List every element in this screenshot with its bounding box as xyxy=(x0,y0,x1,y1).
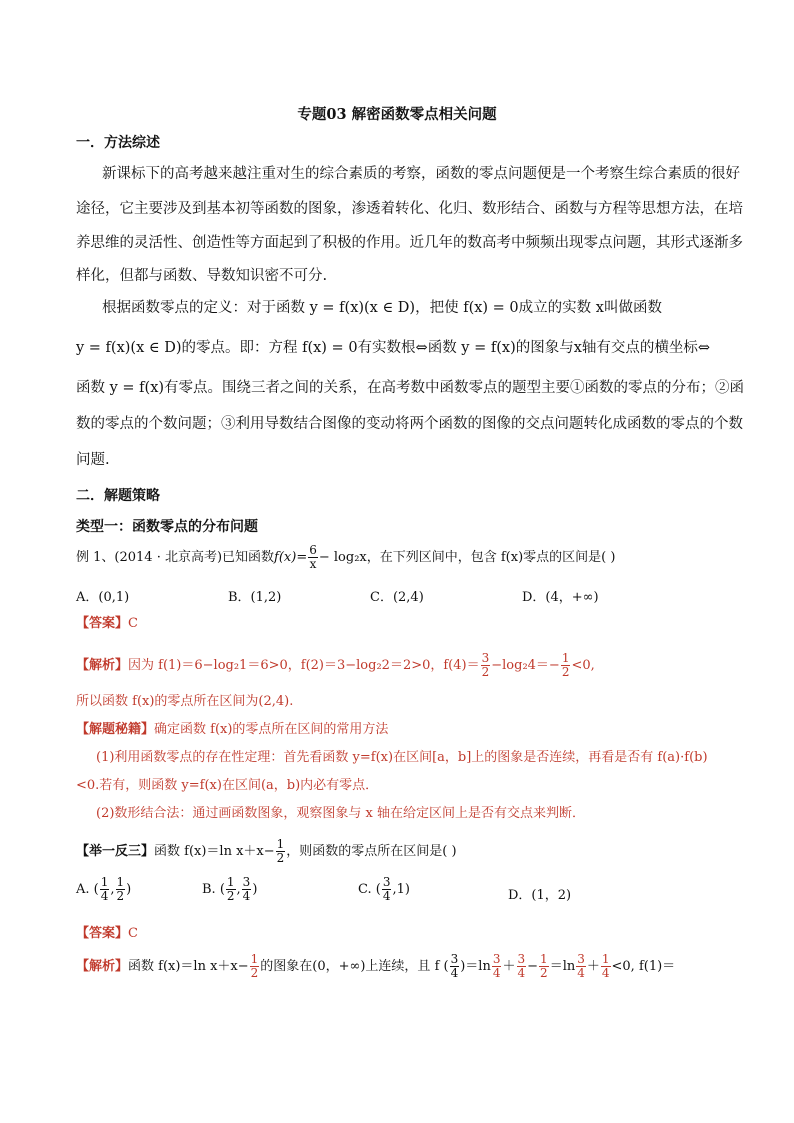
example1-fx: f(x)= xyxy=(274,550,308,565)
para1-line2: 途径，它主要涉及到基本初等函数的图象，渗透着转化、化归、数形结合、函数与方程等思想方法，在培 xyxy=(76,201,743,217)
fraction-denominator: 4 xyxy=(242,889,251,903)
analysis-fraction xyxy=(576,953,586,980)
para2-line4: 数的零点的个数问题；③利用导数结合图像的变动将两个函数的图像的交点问题转化成函数的零点的个数 xyxy=(76,416,743,432)
example1-fraction xyxy=(308,544,318,571)
page-title: 专题03 解密函数零点相关问题 xyxy=(297,106,497,123)
example1-secret xyxy=(76,718,388,737)
fraction-denominator: 4 xyxy=(492,966,501,980)
fraction-denominator: x xyxy=(309,557,317,571)
method2-line: (2)数形结合法：通过画函数图象，观察图象与 x 轴在给定区间上是否有交点来判断． xyxy=(96,806,586,821)
option-prefix: A. ( xyxy=(76,882,99,897)
fraction-denominator: 2 xyxy=(276,851,285,865)
example2-fraction xyxy=(276,838,286,865)
analysis-mid: −log₂4＝− xyxy=(491,658,560,673)
example1-rest: − log₂x，在下列区间中，包含 f(x)零点的区间是( ) xyxy=(318,550,616,565)
type1-heading: 类型一：函数零点的分布问题 xyxy=(76,519,258,535)
para1-line1: 新课标下的高考越来越注重对生的综合素质的考察，函数的零点问题便是一个考察生综合素质的很好 xyxy=(102,166,740,182)
fraction-numerator: 3 xyxy=(492,952,501,966)
fraction-denominator: 2 xyxy=(116,889,125,903)
fraction-numerator: 1 xyxy=(226,875,235,889)
example2-option-d: D．(1，2) xyxy=(508,888,572,903)
example2-text-a: 函数 f(x)＝ln x＋x− xyxy=(154,844,275,859)
fraction-denominator: 2 xyxy=(481,665,490,679)
fraction-denominator: 2 xyxy=(250,966,259,980)
para2-line2: y = f(x)(x ∈ D)的零点。即：方程 f(x) = 0有实数根⇔函数 y = f(x)的图象与x轴有交点的横坐标⇔ xyxy=(76,340,711,356)
secret-label: 【解题秘籍】 xyxy=(76,722,155,737)
fraction-numerator: 3 xyxy=(382,875,391,889)
fraction-denominator: 4 xyxy=(100,889,109,903)
fraction-denominator: 4 xyxy=(382,889,391,903)
fraction-denominator: 4 xyxy=(450,966,459,980)
fraction-denominator: 2 xyxy=(540,966,548,980)
para2-line3: 函数 y = f(x)有零点。围绕三者之间的关系，在高考数中函数零点的题型主要①函数的零点的分布；②函 xyxy=(76,380,745,396)
example2-option-a: A. ( $\frac{1}{4}$ , $\frac{1}{2}$ ) xyxy=(76,875,132,903)
analysis-fraction xyxy=(539,953,549,980)
analysis-label: 【解析】 xyxy=(76,658,129,673)
example1-option-b: B．(1,2) xyxy=(228,590,282,605)
option-fraction xyxy=(382,876,392,903)
example2-option-b: B. ( $\frac{1}{2}$ , $\frac{3}{4}$ ) xyxy=(202,875,258,903)
secret-text: 确定函数 f(x)的零点所在区间的常用方法 xyxy=(154,722,389,737)
option-prefix: B. ( xyxy=(202,882,225,897)
method1-line1: (1)利用函数零点的存在性定理：首先看函数 y=f(x)在区间[a，b]上的图象是否连续，再看是否有 f(a)·f(b) xyxy=(96,750,708,765)
option-fraction xyxy=(226,876,236,903)
example2-analysis: 【解析】函数 f(x)＝ln x＋x− $\frac{1}{2}$ 的图象在(0，+∞)上连续，且 f ( $\frac{3}{4}$ )＝ln $\frac{3}{4}$ ＋ $\frac{3}{4}$ − $\frac{1}{2}$ ＝ln $\frac{3}{4}$ ＋ $\frac{1}{4}$ <0, f(1)＝ xyxy=(76,952,676,980)
section-heading-methods: 一．方法综述 xyxy=(76,135,160,151)
fraction-numerator: 6 xyxy=(309,543,317,557)
para2-line5: 问题. xyxy=(76,452,110,468)
fraction-numerator: 1 xyxy=(100,875,109,889)
analysis-line1: 因为 f(1)＝6−log₂1＝6>0，f(2)＝3−log₂2＝2>0，f(4)＝ xyxy=(128,658,480,673)
analysis-a: 函数 f(x)＝ln x＋x− xyxy=(128,959,249,974)
option-fraction xyxy=(242,876,252,903)
option-prefix: C. ( xyxy=(358,882,381,897)
analysis-fraction xyxy=(492,953,502,980)
para2-line1: 根据函数零点的定义：对于函数 y = f(x)(x ∈ D)，把使 f(x) = 0成立的实数 x叫做函数 xyxy=(102,300,662,316)
example1-question xyxy=(76,544,615,571)
fraction-numerator: 3 xyxy=(450,952,459,966)
example1-option-d: D．(4，+∞) xyxy=(522,590,599,605)
fraction-denominator: 2 xyxy=(226,889,235,903)
answer-label: 【答案】 xyxy=(76,926,129,941)
example2-answer xyxy=(76,922,138,941)
section-heading-strategies: 二．解题策略 xyxy=(76,488,160,504)
example1-option-c: C．(2,4) xyxy=(370,590,424,605)
analysis-b: 的图象在(0，+∞)上连续，且 f ( xyxy=(260,959,449,974)
example2-option-c xyxy=(358,876,410,903)
analysis-end: <0, xyxy=(571,658,595,673)
method1-line2: <0.若有，则函数 y=f(x)在区间(a，b)内必有零点． xyxy=(76,778,379,793)
example1-option-a: A．(0,1) xyxy=(76,590,130,605)
fraction-denominator: 4 xyxy=(577,966,585,980)
analysis-c: )＝ln xyxy=(460,959,491,974)
fraction-denominator: 4 xyxy=(517,966,526,980)
fraction-numerator: 3 xyxy=(517,952,526,966)
fraction-numerator: 1 xyxy=(276,837,285,851)
fraction-numerator: 1 xyxy=(116,875,125,889)
example2-label: 【举一反三】 xyxy=(76,844,155,859)
analysis-fraction xyxy=(517,953,527,980)
fraction-denominator: 4 xyxy=(601,966,610,980)
option-fraction xyxy=(116,876,126,903)
answer-label: 【答案】 xyxy=(76,616,129,631)
analysis-d: <0, f(1)＝ xyxy=(611,959,676,974)
fraction-numerator: 1 xyxy=(250,952,259,966)
option-suffix: ,1) xyxy=(392,882,410,897)
example1-analysis xyxy=(76,652,595,679)
analysis-label: 【解析】 xyxy=(76,959,129,974)
fraction-numerator: 1 xyxy=(601,952,610,966)
analysis-fraction xyxy=(601,953,611,980)
analysis-fraction xyxy=(250,953,260,980)
para1-line4: 样化，但都与函数、导数知识密不可分. xyxy=(76,268,328,284)
analysis-fraction-1-2 xyxy=(561,652,571,679)
example1-answer xyxy=(76,612,138,631)
fraction-numerator: 3 xyxy=(577,952,585,966)
fraction-numerator: 3 xyxy=(481,651,490,665)
para1-line3: 养思维的灵活性、创造性等方面起到了积极的作用。近几年的数高考中频频出现零点问题，其形式逐渐多 xyxy=(76,235,743,251)
fraction-numerator: 3 xyxy=(242,875,251,889)
fraction-numerator: 1 xyxy=(540,952,548,966)
answer-value: C xyxy=(128,926,138,941)
example2-text-b: ，则函数的零点所在区间是( ) xyxy=(286,844,457,859)
answer-value: C xyxy=(128,616,138,631)
analysis-fraction xyxy=(450,953,460,980)
option-fraction xyxy=(100,876,110,903)
example1-prefix: 例 1、(2014 · 北京高考)已知函数 xyxy=(76,550,275,565)
fraction-denominator: 2 xyxy=(561,665,570,679)
fraction-numerator: 1 xyxy=(561,651,570,665)
analysis-fraction-3-2 xyxy=(481,652,491,679)
example1-analysis-line2: 所以函数 f(x)的零点所在区间为(2,4). xyxy=(76,694,294,709)
example2-question xyxy=(76,838,457,865)
